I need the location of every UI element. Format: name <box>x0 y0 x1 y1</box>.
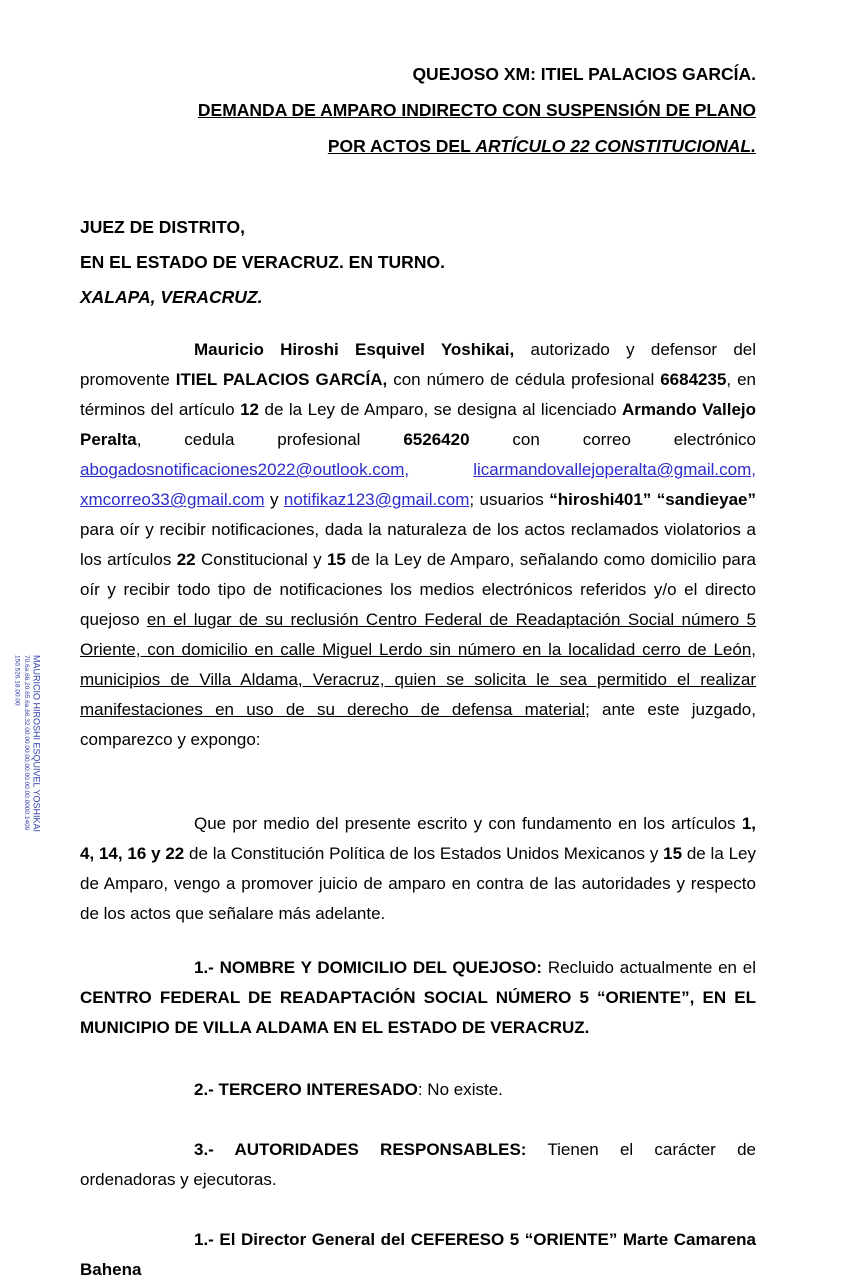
text-run: ; usuarios <box>469 490 550 509</box>
text-run: ; ante este juzgado, comparezco y expongo: <box>80 700 756 749</box>
stamp-name: MAURICIO HIROSHI ESQUIVEL YOSHIKAI <box>31 655 42 833</box>
text-run: 15 <box>326 550 346 569</box>
text-run: en el lugar de su reclusión Centro Federal de Readaptación Social número 5 Oriente, con domicilio en calle Miguel Lerdo sin número en la localidad cerro de León, municipios de Villa Aldama, Veracruz, quien se solicita le sea permitido el realizar manifestaciones en uso de su derecho de defensa material <box>80 610 756 719</box>
paragraph <box>80 1135 756 1195</box>
document-content <box>80 0 756 1280</box>
text-run: ITIEL PALACIOS GARCÍA, <box>175 370 388 389</box>
text-run: autorizado y defensor del promovente <box>80 340 757 389</box>
document-body <box>80 335 756 1280</box>
header-articulo-22: ARTÍCULO 22 CONSTITUCIONAL. <box>475 136 756 156</box>
text-run: 1, 4, 14, 16 y 22 <box>80 814 756 863</box>
text-run: para oír y recibir notificaciones, dada la naturaleza de los actos reclamados violatorios a los artículos <box>80 520 756 569</box>
text-run: 15 <box>663 844 683 863</box>
addressee-block <box>80 210 756 315</box>
text-run: 1.- El Director General del CEFERESO 5 “ORIENTE” Marte Camarena Bahena <box>80 1230 756 1279</box>
email-link[interactable]: abogadosnotificaciones2022@outlook.com, <box>80 460 410 479</box>
text-run: , cedula profesional <box>136 430 404 449</box>
text-run: : No existe. <box>417 1080 503 1099</box>
signature-stamp <box>12 655 41 860</box>
paragraph <box>80 809 756 929</box>
header-demanda-line: DEMANDA DE AMPARO INDIRECTO CON SUSPENSIÓN DE PLANO <box>197 100 756 120</box>
header-quejoso-line: QUEJOSO XM: ITIEL PALACIOS GARCÍA. <box>412 64 756 84</box>
stamp-hash: 70.6a.66.20.65.6a.66.32.00.00.00.00.00.00.00.00.0000.1409 <box>23 655 30 831</box>
text-run: Recluido actualmente en el <box>542 958 756 977</box>
addressee-estado: EN EL ESTADO DE VERACRUZ. EN TURNO. <box>80 252 445 272</box>
text-run: , en términos del artículo <box>80 370 756 419</box>
text-run: de la Ley de Amparo, señalando como domicilio para oír y recibir todo tipo de notificaciones los medios electrónicos referidos y/o el directo quejoso <box>80 550 756 629</box>
text-run: 6526420 <box>403 430 470 449</box>
email-link[interactable]: licarmandovallejoperalta@gmail.com, <box>473 460 756 479</box>
text-run <box>409 460 473 479</box>
text-run: Tienen el carácter de ordenadoras y ejecutoras. <box>80 1140 756 1189</box>
paragraph <box>80 1075 756 1105</box>
paragraph <box>80 1225 756 1280</box>
header-actos-prefix: POR ACTOS DEL <box>327 136 476 156</box>
text-run: Constitucional y <box>195 550 327 569</box>
text-run: Que por medio del presente escrito y con fundamento en los artículos <box>194 814 742 833</box>
text-run: de la Ley de Amparo, vengo a promover juicio de amparo en contra de las autoridades y respecto de los actos que señalare más adelante. <box>80 844 756 923</box>
text-run: de la Ley de Amparo, se designa al licenciado <box>259 400 623 419</box>
text-run: Mauricio Hiroshi Esquivel Yoshikai, <box>194 340 515 359</box>
text-run: 6684235 <box>660 370 727 389</box>
email-link[interactable]: xmcorreo33@gmail.com <box>80 490 265 509</box>
email-link[interactable]: notifikaz123@gmail.com <box>283 490 470 509</box>
addressee-ciudad: XALAPA, VERACRUZ. <box>80 287 263 307</box>
text-run: y <box>264 490 284 509</box>
text-run: 22 <box>176 550 196 569</box>
text-run: “hiroshi401” “sandieyae” <box>549 490 756 509</box>
stamp-code: 150.526.18.00.00 <box>13 655 21 706</box>
text-run: 2.- TERCERO INTERESADO <box>194 1080 418 1099</box>
text-run: Armando Vallejo Peralta <box>80 400 757 449</box>
document-header <box>80 0 756 164</box>
paragraph <box>80 953 756 1043</box>
text-run: 12 <box>240 400 260 419</box>
text-run: 1.- NOMBRE Y DOMICILIO DEL QUEJOSO: <box>194 958 543 977</box>
header-actos-line <box>80 128 756 164</box>
text-run: de la Constitución Política de los Estados Unidos Mexicanos y <box>184 844 664 863</box>
text-run: 3.- AUTORIDADES RESPONSABLES: <box>194 1140 527 1159</box>
addressee-juez: JUEZ DE DISTRITO, <box>80 217 245 237</box>
text-run: con número de cédula profesional <box>387 370 661 389</box>
text-run: CENTRO FEDERAL DE READAPTACIÓN SOCIAL NÚMERO 5 “ORIENTE”, EN EL MUNICIPIO DE VILLA ALDAMA EN EL ESTADO DE VERACRUZ. <box>80 988 756 1037</box>
paragraph <box>80 335 756 755</box>
text-run: con correo electrónico <box>469 430 756 449</box>
